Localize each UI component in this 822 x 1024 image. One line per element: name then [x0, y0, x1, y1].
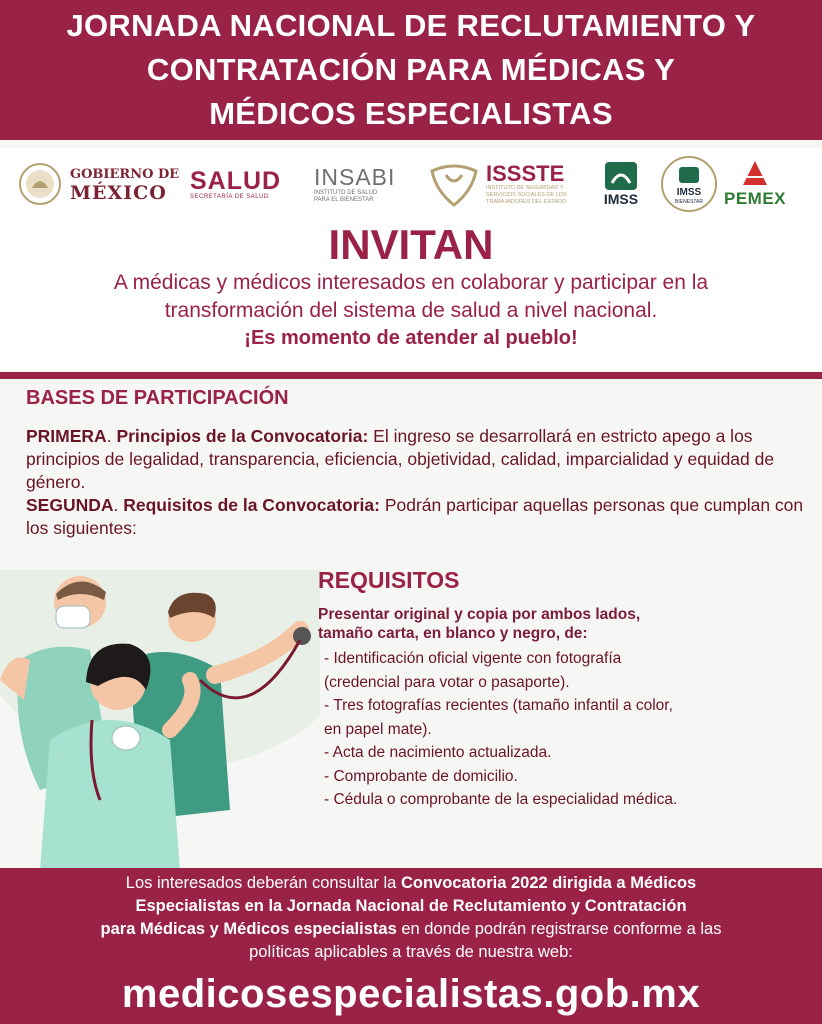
requisitos-intro [318, 605, 814, 643]
segunda-title: Requisitos de la Convocatoria: [123, 495, 380, 515]
list-item: - Comprobante de domicilio. [324, 767, 518, 785]
header-banner [0, 0, 822, 140]
insabi-sub: INSTITUTO DE SALUD PARA EL BIENESTAR [314, 190, 378, 203]
imss-name: IMSS [603, 191, 639, 207]
footer-text: políticas aplicables a través de nuestra web: [249, 943, 573, 961]
footer-text: en donde podrán registrarse conforme a las [396, 920, 722, 938]
primera-text: El ingreso se desarrollará en estricto apego a los principios de legalidad, transparencia, eficiencia, objetividad, calidad, imparcialidad y equidad de género. [26, 426, 775, 492]
bases-section [26, 385, 806, 540]
requisitos-intro-line: Presentar original y copia por ambos lados, [318, 606, 641, 623]
requisitos-heading: REQUISITOS [318, 567, 460, 593]
gobierno-line1: GOBIERNO DE [70, 167, 180, 182]
salud-logo [190, 148, 281, 220]
requisitos-list [324, 647, 814, 812]
mexico-seal-icon [18, 162, 62, 206]
footer-bold: Convocatoria 2022 dirigida a Médicos [400, 874, 697, 892]
insabi-logo [314, 148, 395, 220]
invitan-desc-line: A médicas y médicos interesados en colaborar y participar en la [113, 271, 709, 294]
section-divider [0, 372, 822, 379]
requisitos-intro-line: tamaño carta, en blanco y negro, de: [318, 625, 588, 642]
bases-heading: BASES DE PARTICIPACIÓN [26, 387, 289, 409]
gobierno-de-mexico-logo [18, 148, 179, 220]
list-item: - Acta de nacimiento actualizada. [324, 744, 552, 761]
pemex-logo [724, 148, 786, 220]
pemex-eagle-icon [735, 159, 775, 189]
face-mask-icon [56, 606, 90, 628]
requisitos-section [318, 565, 814, 812]
invitan-section [0, 220, 822, 370]
footer-paragraph [0, 872, 822, 964]
pemex-name: PEMEX [724, 189, 787, 208]
issste-emblem-icon [428, 161, 480, 207]
list-item: - Identificación oficial vigente con fotografía [324, 650, 622, 667]
website-url[interactable]: medicosespecialistas.gob.mx [121, 972, 701, 1016]
footer-bold: para Médicas y Médicos especialistas [100, 920, 397, 938]
stethoscope-icon [293, 627, 311, 645]
header-title-line: MÉDICOS ESPECIALISTAS [209, 96, 613, 131]
issste-name: ISSSTE [486, 160, 565, 186]
salud-name: SALUD [190, 167, 282, 195]
list-item: (credencial para votar o pasaporte). [324, 673, 570, 691]
salud-sub: SECRETARÍA DE SALUD [190, 194, 269, 200]
header-title-line: CONTRATACIÓN PARA MÉDICAS Y [146, 52, 676, 87]
imss-bienestar-sub: BIENESTAR [675, 199, 703, 205]
imss-bienestar-emblem-icon [660, 155, 718, 213]
insabi-name: INSABI [314, 164, 396, 190]
invitan-title: INVITAN [328, 221, 494, 268]
gobierno-line2: MÉXICO [70, 182, 167, 204]
issste-sub: INSTITUTO DE SEGURIDAD Y SERVICIOS SOCIALES DE LOS TRABAJADORES DEL ESTADO [486, 184, 567, 205]
imss-bienestar-name: IMSS [676, 187, 702, 198]
segunda-label: SEGUNDA [26, 495, 114, 515]
footer-text: Los interesados deberán consultar la [125, 874, 401, 892]
imss-emblem-icon [602, 161, 640, 191]
list-item: - Tres fotografías recientes (tamaño infantil a color, [324, 697, 673, 714]
primera-title: Principios de la Convocatoria: [116, 426, 369, 446]
segunda-text: Podrán participar aquellas personas que cumplan con los siguientes: [26, 495, 804, 538]
header-title-line: JORNADA NACIONAL DE RECLUTAMIENTO Y [66, 8, 756, 43]
invitan-desc-line: transformación del sistema de salud a nivel nacional. [164, 299, 658, 322]
logo-strip [0, 148, 822, 220]
list-item: - Cédula o comprobante de la especialidad médica. [324, 791, 678, 808]
list-item: en papel mate). [324, 720, 432, 738]
bases-paragraph: PRIMERA. Principios de la Convocatoria: El ingreso se desarrollará en estricto apego a los principios de legalidad, transparencia, eficiencia, objetividad, calidad, imparcialidad y equidad de género. SEGUNDA. Requisitos de la Convocatoria: Podrán participar aquellas personas que cumplan con los siguientes: [26, 426, 804, 538]
issste-logo [428, 148, 586, 220]
imss-logo [602, 148, 640, 220]
doctors-illustration [0, 570, 320, 870]
primera-label: PRIMERA [26, 426, 107, 446]
imss-bienestar-logo [660, 148, 718, 220]
footer-bold: Especialistas en la Jornada Nacional de Reclutamiento y Contratación [135, 897, 687, 915]
invitan-emphasis: ¡Es momento de atender al pueblo! [244, 327, 578, 349]
footer-banner [0, 868, 822, 1024]
